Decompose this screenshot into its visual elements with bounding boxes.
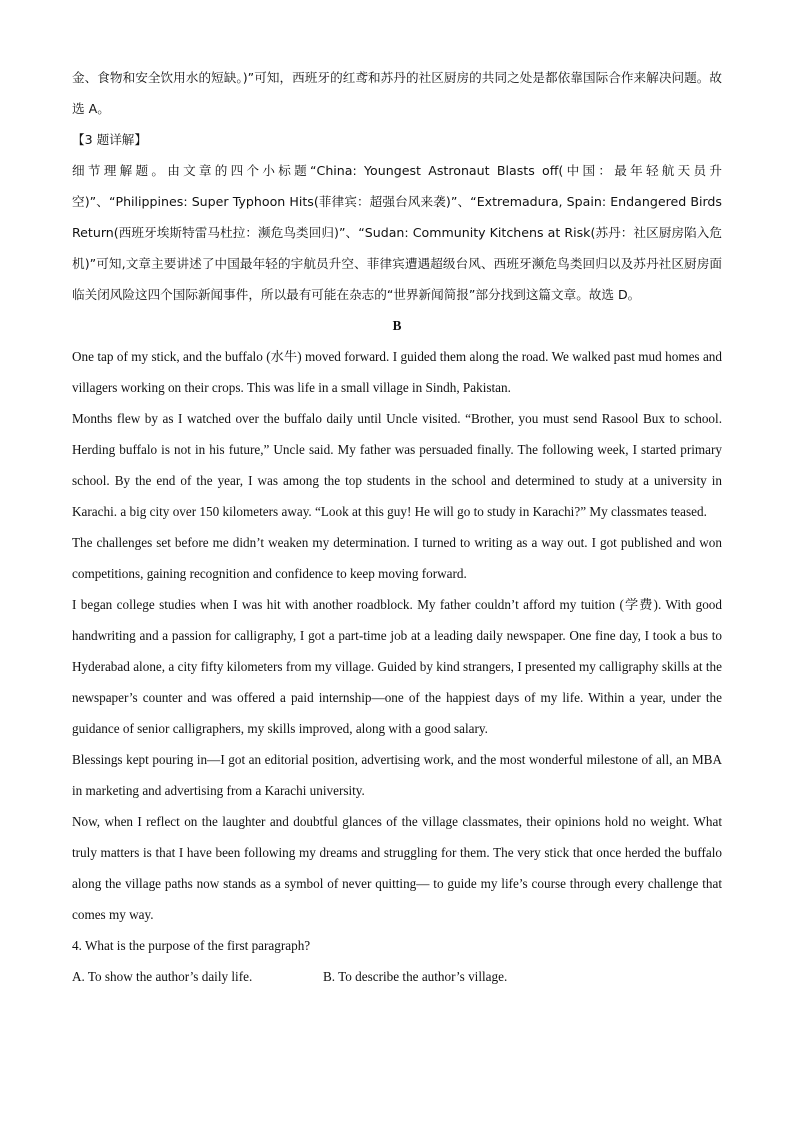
passage-paragraph-5: Blessings kept pouring in—I got an editorial position, advertising work, and the most wonderful milestone of all, an MBA in marketing and advertising from a Karachi university. (72, 752, 722, 798)
document-page (72, 62, 722, 992)
passage-paragraph-2: Months flew by as I watched over the buffalo daily until Uncle visited. “Brother, you must send Rasool Bux to school. Herding buffalo is not in his future,” Uncle said. My father was persuaded finally. The following week, I started primary school. By the end of the year, I was among the top students in the school and determined to study at a university in Karachi. a big city over 150 kilometers away. “Look at this guy! He will go to study in Karachi?” My classmates teased. (72, 411, 722, 519)
question-4-stem: 4. What is the purpose of the first paragraph? (72, 938, 311, 953)
previous-answer-text: 金、食物和安全饮用水的短缺。)”可知，西班牙的红鸢和苏丹的社区厨房的共同之处是都依靠国际合作来解决问题。故选 A。 (72, 70, 722, 116)
passage-paragraph-6: Now, when I reflect on the laughter and doubtful glances of the village classmates, their opinions hold no weight. What truly matters is that I have been following my dreams and struggling for them. The very stick that once herded the buffalo along the village paths now stands as a symbol of never quitting— to guide my life’s course through every challenge that comes my way. (72, 814, 722, 922)
passage-paragraph-4: I began college studies when I was hit with another roadblock. My father couldn’t afford my tuition (学费). With good handwriting and a passion for calligraphy, I got a part-time job at a leading daily newspaper. One fine day, I took a bus to Hyderabad alone, a city fifty kilometers from my village. Guided by kind strangers, I presented my calligraphy skills at the newspaper’s counter and was offered a paid internship—one of the happiest days of my life. Within a year, under the guidance of senior calligraphers, my skills improved, along with a good salary. (72, 597, 722, 736)
passage-paragraph-1: One tap of my stick, and the buffalo (水牛) moved forward. I guided them along the road. We walked past mud homes and villagers working on their crops. This was life in a small village in Sindh, Pakistan. (72, 349, 722, 395)
question-3-heading: 【3 题详解】 (72, 132, 147, 147)
option-a: A. To show the author’s daily life. (72, 969, 253, 984)
section-b-title: B (392, 318, 402, 333)
passage-paragraph-3: The challenges set before me didn’t weaken my determination. I turned to writing as a way out. I got published and won competitions, gaining recognition and confidence to keep moving forward. (72, 535, 722, 581)
question-3-explanation: 细节理解题。由文章的四个小标题“China: Youngest Astronaut Blasts off(中国：最年轻航天员升空)”、“Philippines: Super Typhoon Hits(菲律宾：超强台风来袭)”、“Extremadura, Spain: Endangered Birds Return(西班牙埃斯特雷马杜拉：濒危鸟类回归)”、“Sudan: Community Kitchens at Risk(苏丹：社区厨房陷入危机)”可知,文章主要讲述了中国最年轻的宇航员升空、菲律宾遭遇超级台风、西班牙濒危鸟类回归以及苏丹社区厨房面临关闭风险这四个国际新闻事件，所以最有可能在杂志的“世界新闻简报”部分找到这篇文章。故选 D。 (72, 163, 722, 302)
option-b: B. To describe the author’s village. (323, 969, 508, 984)
question-4-options (72, 961, 722, 992)
